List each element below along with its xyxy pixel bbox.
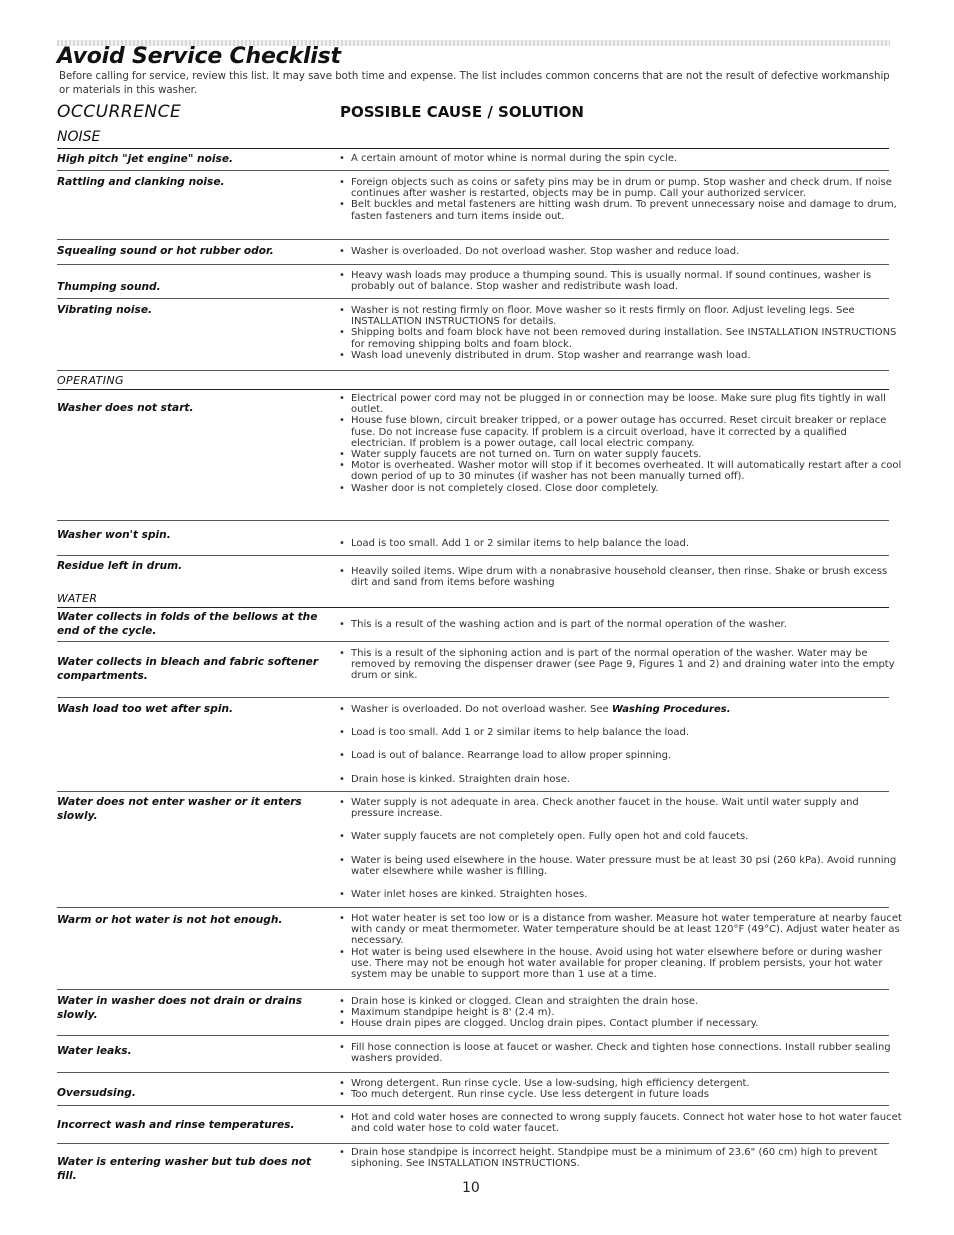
occurrence-label: Water does not enter washer or it enters slowly. <box>57 796 302 822</box>
occurrence-label: Warm or hot water is not hot enough. <box>57 914 283 926</box>
divider <box>57 907 889 908</box>
occurrence-label: Water collects in bleach and fabric softener compartments. <box>57 656 319 682</box>
solution-item: • Hot water heater is set too low or is a distance from washer. Measure hot water temperature at nearby faucet with candy or meat thermometer. Water temperature should be at least 120°F (49°C). Adjust water heater as necessary. <box>337 913 903 947</box>
page-title: Avoid Service Checklist <box>57 44 341 69</box>
solution-list <box>337 1147 903 1169</box>
solution-item: • Heavy wash loads may produce a thumping sound. This is usually normal. If sound continues, washer is probably out of balance. Stop washer and redistribute wash load. <box>337 270 903 292</box>
divider <box>57 264 889 265</box>
column-heading-solution: POSSIBLE CAUSE / SOLUTION <box>340 103 584 121</box>
solution-list <box>337 305 903 361</box>
solution-item: • Belt buckles and metal fasteners are hitting wash drum. To prevent unnecessary noise and damage to drum, fasten fasteners and turn items inside out. <box>337 199 903 221</box>
solution-list <box>337 996 903 1030</box>
divider <box>57 1105 889 1106</box>
column-heading-occurrence: OCCURRENCE <box>57 102 182 122</box>
solution-list <box>337 538 903 549</box>
solution-item: • Heavily soiled items. Wipe drum with a nonabrasive household cleanser, then rinse. Shake or brush excess dirt and sand from items before washing <box>337 566 903 588</box>
solution-item: • Drain hose is kinked or clogged. Clean and straighten the drain hose. <box>337 996 903 1007</box>
occurrence-label: Washer does not start. <box>57 402 194 414</box>
occurrence-label: Vibrating noise. <box>57 304 153 316</box>
solution-list <box>337 704 903 785</box>
divider <box>57 989 889 990</box>
solution-item <box>337 704 903 715</box>
solution-list <box>337 393 903 494</box>
divider <box>57 239 889 240</box>
solution-item: • This is a result of the siphoning action and is part of the normal operation of the washer. Water may be removed by removing the dispenser drawer (see Page 9, Figures 1 and 2) and draining water into the empty drum or sink. <box>337 648 903 682</box>
solution-item: • Electrical power cord may not be plugged in or connection may be loose. Make sure plug fits tightly in wall outlet. <box>337 393 903 415</box>
solution-list <box>337 797 903 900</box>
divider <box>57 1072 889 1073</box>
solution-list <box>337 1112 903 1134</box>
divider <box>57 555 889 556</box>
page-number: 10 <box>462 1180 480 1196</box>
solution-item: • Water is being used elsewhere in the house. Water pressure must be at least 30 psi (260 kPa). Avoid running water elsewhere while washer is filling. <box>337 855 903 877</box>
solution-item: • Too much detergent. Run rinse cycle. Use less detergent in future loads <box>337 1089 903 1100</box>
solution-item: • Wrong detergent. Run rinse cycle. Use a low-sudsing, high efficiency detergent. <box>337 1078 903 1089</box>
solution-list <box>337 619 903 630</box>
solution-item: • Drain hose is kinked. Straighten drain hose. <box>337 774 903 785</box>
solution-item: • Water supply faucets are not turned on. Turn on water supply faucets. <box>337 449 903 460</box>
intro-text: Before calling for service, review this list. It may save both time and expense. The list includes common concerns that are not the result of defective workmanship or materials in this washer. <box>59 71 890 96</box>
occurrence-label: High pitch "jet engine" noise. <box>57 153 234 165</box>
solution-list <box>337 648 903 682</box>
divider <box>57 1035 889 1036</box>
solution-item: • Hot water is being used elsewhere in the house. Avoid using hot water elsewhere before or during washer use. There may not be enough hot water available for proper cleaning. If problem persists, your hot water system may be unable to support more than 1 use at a time. <box>337 947 903 981</box>
divider <box>57 697 889 698</box>
solution-list <box>337 1078 903 1100</box>
occurrence-label: Wash load too wet after spin. <box>57 703 234 715</box>
solution-text: Washer is overloaded. Do not overload washer. See <box>351 704 609 715</box>
solution-item: • Motor is overheated. Washer motor will stop if it becomes overheated. It will automatically restart after a cool down period of up to 30 minutes (if washer has not been manually turned off). <box>337 460 903 482</box>
solution-list <box>337 153 903 164</box>
divider <box>57 370 889 371</box>
solution-list <box>337 246 903 257</box>
solution-item: • Shipping bolts and foam block have not been removed during installation. See INSTALLATION INSTRUCTIONS for removing shipping bolts and foam block. <box>337 327 903 349</box>
occurrence-label: Incorrect wash and rinse temperatures. <box>57 1119 295 1131</box>
occurrence-label: Water in washer does not drain or drains slowly. <box>57 995 303 1021</box>
solution-item: • Washer door is not completely closed. Close door completely. <box>337 483 903 494</box>
occurrence-label: Water is entering washer but tub does not fill. <box>57 1156 312 1182</box>
solution-item: • Hot and cold water hoses are connected to wrong supply faucets. Connect hot water hose to hot water faucet and cold water hose to cold water faucet. <box>337 1112 903 1134</box>
occurrence-label: Oversudsing. <box>57 1087 136 1099</box>
solution-item: • Load is out of balance. Rearrange load to allow proper spinning. <box>337 750 903 761</box>
solution-item: • A certain amount of motor whine is normal during the spin cycle. <box>337 153 903 164</box>
divider <box>57 520 889 521</box>
solution-list <box>337 270 903 292</box>
solution-item: • Water supply faucets are not completely open. Fully open hot and cold faucets. <box>337 831 903 842</box>
solution-item: • Washer is not resting firmly on floor. Move washer so it rests firmly on floor. Adjust leveling legs. See INSTALLATION INSTRUCTIONS for details. <box>337 305 903 327</box>
solution-list <box>337 1042 903 1064</box>
solution-list <box>337 913 903 980</box>
solution-item: • House drain pipes are clogged. Unclog drain pipes. Contact plumber if necessary. <box>337 1018 903 1029</box>
solution-list <box>337 566 903 588</box>
solution-item: • Water supply is not adequate in area. Check another faucet in the house. Wait until water supply and pressure increase. <box>337 797 903 819</box>
section-label-operating: OPERATING <box>57 374 124 387</box>
solution-item: • Drain hose standpipe is incorrect height. Standpipe must be a minimum of 23.6" (60 cm) high to prevent siphoning. See INSTALLATION INSTRUCTIONS. <box>337 1147 903 1169</box>
solution-item: • House fuse blown, circuit breaker tripped, or a power outage has occurred. Reset circuit breaker or replace fuse. Do not increase fuse capacity. If problem is a circuit overload, have it corrected by a qualified electrician. If problem is a power outage, call local electric company. <box>337 415 903 449</box>
solution-item: • Foreign objects such as coins or safety pins may be in drum or pump. Stop washer and check drum. If noise continues after washer is restarted, objects may be in pump. Call your authorized servicer. <box>337 177 903 199</box>
divider <box>57 389 889 390</box>
occurrence-label: Washer won't spin. <box>57 529 171 541</box>
divider <box>57 607 889 608</box>
divider <box>57 298 889 299</box>
solution-item: • Fill hose connection is loose at faucet or washer. Check and tighten hose connections. Install rubber sealing washers provided. <box>337 1042 903 1064</box>
occurrence-label: Residue left in drum. <box>57 560 183 572</box>
occurrence-label: Water leaks. <box>57 1045 132 1057</box>
solution-item: • Load is too small. Add 1 or 2 similar items to help balance the load. <box>337 538 903 549</box>
solution-item: • Washer is overloaded. Do not overload washer. Stop washer and reduce load. <box>337 246 903 257</box>
occurrence-label: Rattling and clanking noise. <box>57 176 225 188</box>
solution-item: • This is a result of the washing action and is part of the normal operation of the washer. <box>337 619 903 630</box>
solution-item: • Wash load unevenly distributed in drum. Stop washer and rearrange wash load. <box>337 350 903 361</box>
occurrence-label: Thumping sound. <box>57 281 161 293</box>
section-label-water: WATER <box>57 592 98 605</box>
divider <box>57 148 889 149</box>
occurrence-label: Squealing sound or hot rubber odor. <box>57 245 274 257</box>
solution-item: • Water inlet hoses are kinked. Straighten hoses. <box>337 889 903 900</box>
solution-item: • Load is too small. Add 1 or 2 similar items to help balance the load. <box>337 727 903 738</box>
washing-procedures-reference: Washing Procedures. <box>611 704 731 715</box>
divider <box>57 170 889 171</box>
solution-item: • Maximum standpipe height is 8' (2.4 m). <box>337 1007 903 1018</box>
divider <box>57 791 889 792</box>
divider <box>57 1143 889 1144</box>
solution-list <box>337 177 903 222</box>
divider <box>57 641 889 642</box>
section-label-noise: NOISE <box>57 129 101 145</box>
occurrence-label: Water collects in folds of the bellows at the end of the cycle. <box>57 611 318 637</box>
